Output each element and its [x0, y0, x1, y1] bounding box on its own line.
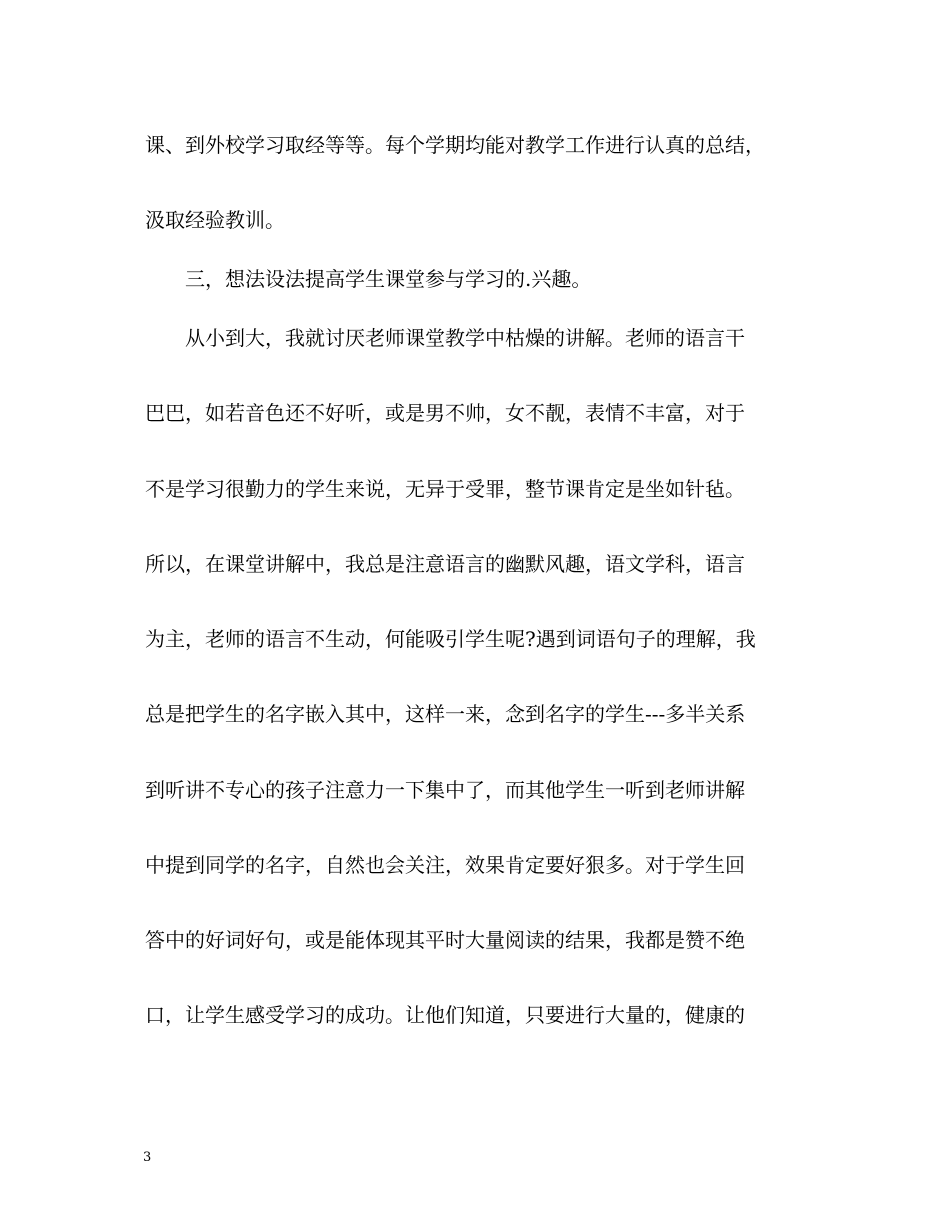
text-line-7: 所以，在课堂讲解中，我总是注意语言的幽默风趣，语文学科，语言	[145, 552, 745, 576]
page-number: 3	[143, 1150, 152, 1165]
text-line-1: 课、到外校学习取经等等。每个学期均能对教学工作进行认真的总结，	[145, 133, 765, 157]
text-line-8: 为主，老师的语言不生动，何能吸引学生呢?遇到词语句子的理解，我	[145, 627, 756, 651]
text-line-4: 从小到大，我就讨厌老师课堂教学中枯燥的讲解。老师的语言干	[185, 326, 745, 350]
text-line-12: 答中的好词好句，或是能体现其平时大量阅读的结果，我都是赞不绝	[145, 928, 745, 952]
text-line-5: 巴巴，如若音色还不好听，或是男不帅，女不靓，表情不丰富，对于	[145, 401, 745, 425]
section-heading: 三，想法设法提高学生课堂参与学习的.兴趣。	[185, 267, 592, 291]
text-line-11: 中提到同学的名字，自然也会关注，效果肯定要好狠多。对于学生回	[145, 853, 745, 877]
text-line-9: 总是把学生的名字嵌入其中，这样一来，念到名字的学生---多半关系	[145, 702, 746, 726]
text-line-6: 不是学习很勤力的学生来说，无异于受罪，整节课肯定是坐如针毡。	[145, 477, 745, 501]
text-line-13: 口，让学生感受学习的成功。让他们知道，只要进行大量的，健康的	[145, 1003, 745, 1027]
text-line-10: 到听讲不专心的孩子注意力一下集中了，而其他学生一听到老师讲解	[145, 778, 745, 802]
text-line-2: 汲取经验教训。	[145, 208, 285, 232]
